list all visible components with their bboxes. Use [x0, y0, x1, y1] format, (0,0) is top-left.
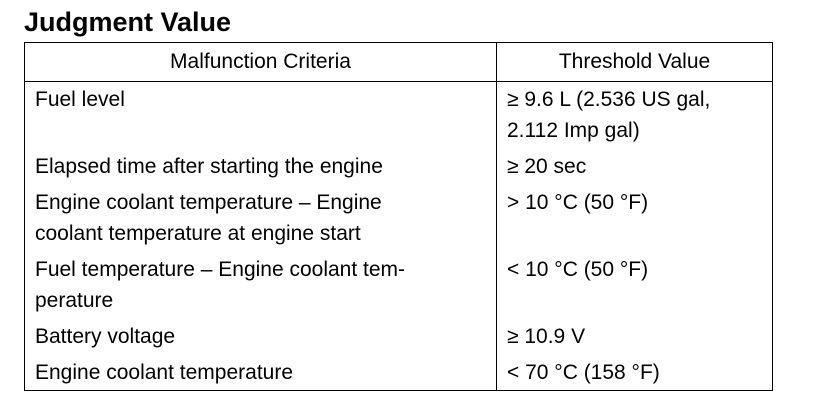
table-row [25, 357, 773, 391]
threshold-cell: ≥ 9.6 L (2.536 US gal, 2.112 Imp gal) [497, 82, 773, 152]
threshold-cell: < 70 °C (158 °F) [497, 357, 773, 391]
criteria-cell: Fuel temperature – Engine coolant tem- perature [25, 254, 497, 321]
threshold-cell: > 10 °C (50 °F) [497, 187, 773, 254]
column-header-threshold-value: Threshold Value [497, 43, 773, 82]
table-row [25, 82, 773, 152]
table-row [25, 321, 773, 357]
judgment-value-table [24, 42, 773, 391]
criteria-cell: Engine coolant temperature – Engine coolant temperature at engine start [25, 187, 497, 254]
threshold-cell: ≥ 20 sec [497, 151, 773, 187]
table-row [25, 254, 773, 321]
table-row [25, 151, 773, 187]
threshold-cell: ≥ 10.9 V [497, 321, 773, 357]
threshold-cell: < 10 °C (50 °F) [497, 254, 773, 321]
table-row [25, 187, 773, 254]
criteria-cell: Elapsed time after starting the engine [25, 151, 497, 187]
criteria-cell: Fuel level [25, 82, 497, 152]
criteria-cell: Battery voltage [25, 321, 497, 357]
section-title: Judgment Value [24, 7, 232, 37]
criteria-cell: Engine coolant temperature [25, 357, 497, 391]
table-header-row [25, 43, 773, 82]
column-header-malfunction-criteria: Malfunction Criteria [25, 43, 497, 82]
